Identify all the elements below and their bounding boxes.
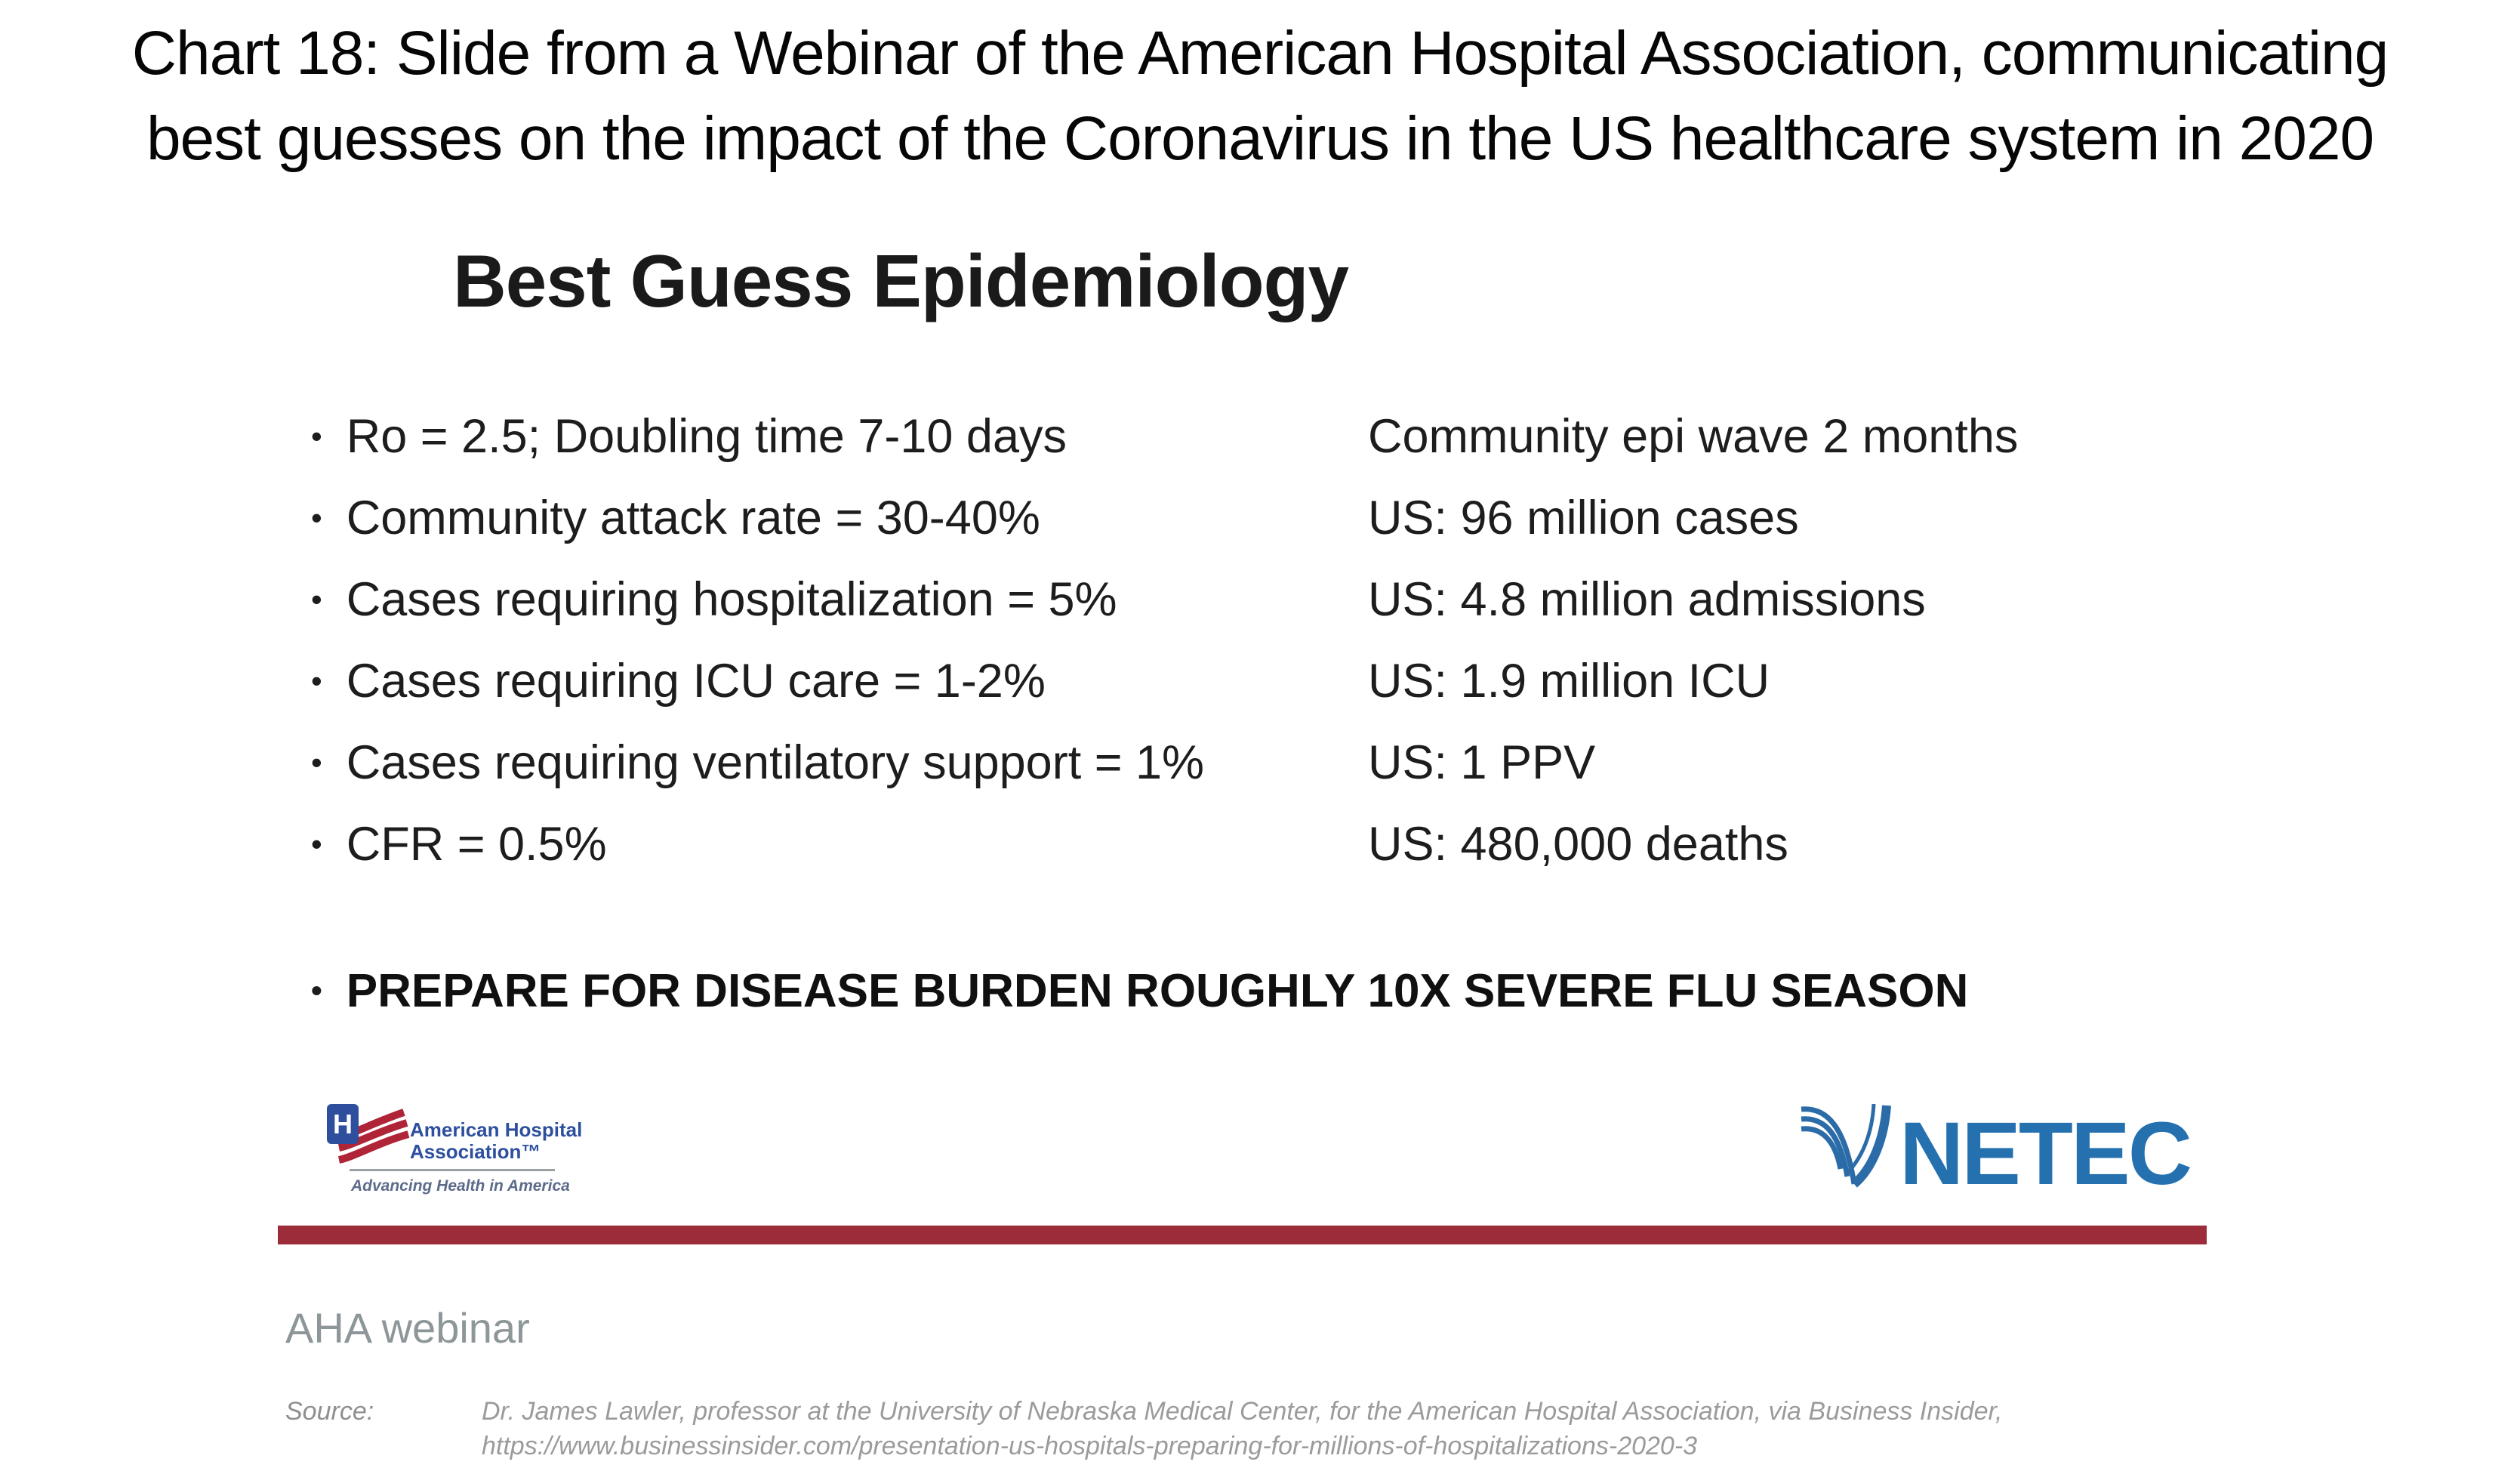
netec-shield-icon [1800,1102,1892,1190]
figure-caption [0,11,2520,181]
epi-assumption: Community attack rate = 30-40% [346,492,1040,544]
epi-projection: Community epi wave 2 months [1368,410,2019,463]
aha-logo-tagline: Advancing Health in America [351,1177,570,1195]
source-attribution [285,1394,2002,1463]
epi-projection: US: 1.9 million ICU [1368,655,1770,708]
epi-assumption: Ro = 2.5; Doubling time 7-10 days [346,410,1067,463]
epi-row [311,477,2018,559]
epi-assumption: Cases requiring ventilatory support = 1% [346,736,1205,789]
aha-logo-name-line-2: Association™ [410,1140,541,1163]
source-label: Source: [285,1397,374,1426]
netec-logo [1800,1102,2190,1204]
epi-projection: US: 1 PPV [1368,736,1596,789]
bullet-icon: • [311,581,322,617]
aha-logo [327,1101,599,1201]
bullet-icon: • [311,973,322,1008]
bullet-icon: • [311,826,322,862]
epi-row [311,722,2018,803]
bullet-icon: • [311,500,322,535]
epi-row [311,803,2018,885]
aha-logo-name-line-1: American Hospital [410,1118,583,1141]
bullet-icon: • [311,663,322,698]
source-line-2 source-url: https://www.businessinsider.com/presentation-us-hospitals-preparing-for-millions-of-hospitalizations-2020-3 [482,1432,1698,1460]
epi-projection: US: 96 million cases [1368,492,1799,544]
epi-assumption: Cases requiring ICU care = 1-2% [346,655,1046,708]
epi-projection: US: 4.8 million admissions [1368,573,1926,626]
aha-logo-divider [350,1169,555,1171]
epi-grid [311,396,2018,885]
emphasis-text: PREPARE FOR DISEASE BURDEN ROUGHLY 10X SEVERE FLU SEASON [346,964,1969,1017]
webinar-caption: AHA webinar [285,1304,530,1352]
aha-logo-name [410,1119,582,1163]
epi-row [311,396,2018,477]
figure-caption-line-2: best guesses on the impact of the Coronavirus in the US healthcare system in 2020 [146,104,2374,173]
source-line-1: Dr. James Lawler, professor at the University of Nebraska Medical Center, for the American Hospital Association, via Business Insider, [482,1397,2003,1426]
netec-wordmark: NETEC [1899,1104,2190,1204]
hospital-h-icon: H [327,1104,359,1144]
epi-projection: US: 480,000 deaths [1368,818,1788,871]
source-text [482,1394,2002,1463]
epi-row [311,559,2018,640]
epi-row [311,640,2018,722]
bullet-icon: • [311,745,322,780]
epi-assumption: CFR = 0.5% [346,818,607,871]
figure-caption-line-1: Chart 18: Slide from a Webinar of the American Hospital Association, communicating [131,19,2389,88]
bullet-icon: • [311,418,322,454]
epi-assumption: Cases requiring hospitalization = 5% [346,573,1117,626]
emphasis-bullet [311,964,1968,1018]
red-divider-bar [278,1226,2207,1244]
slide-title: Best Guess Epidemiology [453,239,1348,322]
